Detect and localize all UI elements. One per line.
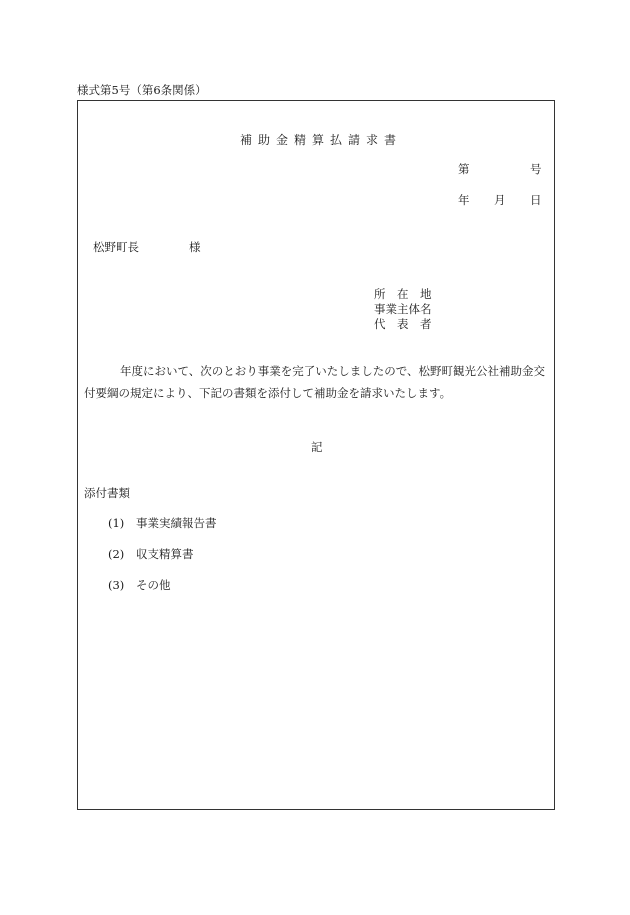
addressee-honorific: 様 — [189, 240, 201, 254]
reference-number-suffix: 号 — [530, 162, 542, 176]
attachment-number: (2) — [108, 547, 125, 561]
request-body-text — [84, 360, 554, 404]
applicant-organization-label: 事業主体名 — [374, 302, 432, 316]
form-border-box — [77, 100, 555, 810]
date-day-label: 日 — [530, 193, 542, 207]
form-number: 様式第5号（第6条関係） — [77, 83, 207, 97]
attachment-item — [108, 549, 194, 561]
document-title: 補助金精算払請求書 — [240, 133, 403, 147]
body-text-line-2: 付要綱の規定により、下記の書類を添付して補助金を請求いたします。 — [84, 386, 452, 400]
reference-number-prefix: 第 — [458, 162, 470, 176]
attachment-number: (1) — [108, 516, 125, 530]
date-month-label: 月 — [494, 193, 506, 207]
applicant-block — [374, 287, 432, 332]
attachments-heading: 添付書類 — [84, 486, 130, 500]
applicant-representative-label: 代 表 者 — [374, 317, 432, 331]
attachment-label: 事業実績報告書 — [136, 516, 217, 530]
addressee-name: 松野町長 — [93, 240, 139, 254]
ki-note-label: 記 — [311, 440, 323, 454]
body-text-line-1: 年度において、次のとおり事業を完了いたしましたので、松野町観光公社補助金交 — [120, 364, 546, 378]
attachment-label: その他 — [136, 578, 171, 592]
applicant-address-label: 所 在 地 — [374, 287, 432, 301]
date-year-label: 年 — [458, 193, 470, 207]
attachment-item — [108, 580, 171, 592]
attachment-number: (3) — [108, 578, 125, 592]
attachment-label: 収支精算書 — [136, 547, 194, 561]
attachment-item — [108, 518, 217, 530]
